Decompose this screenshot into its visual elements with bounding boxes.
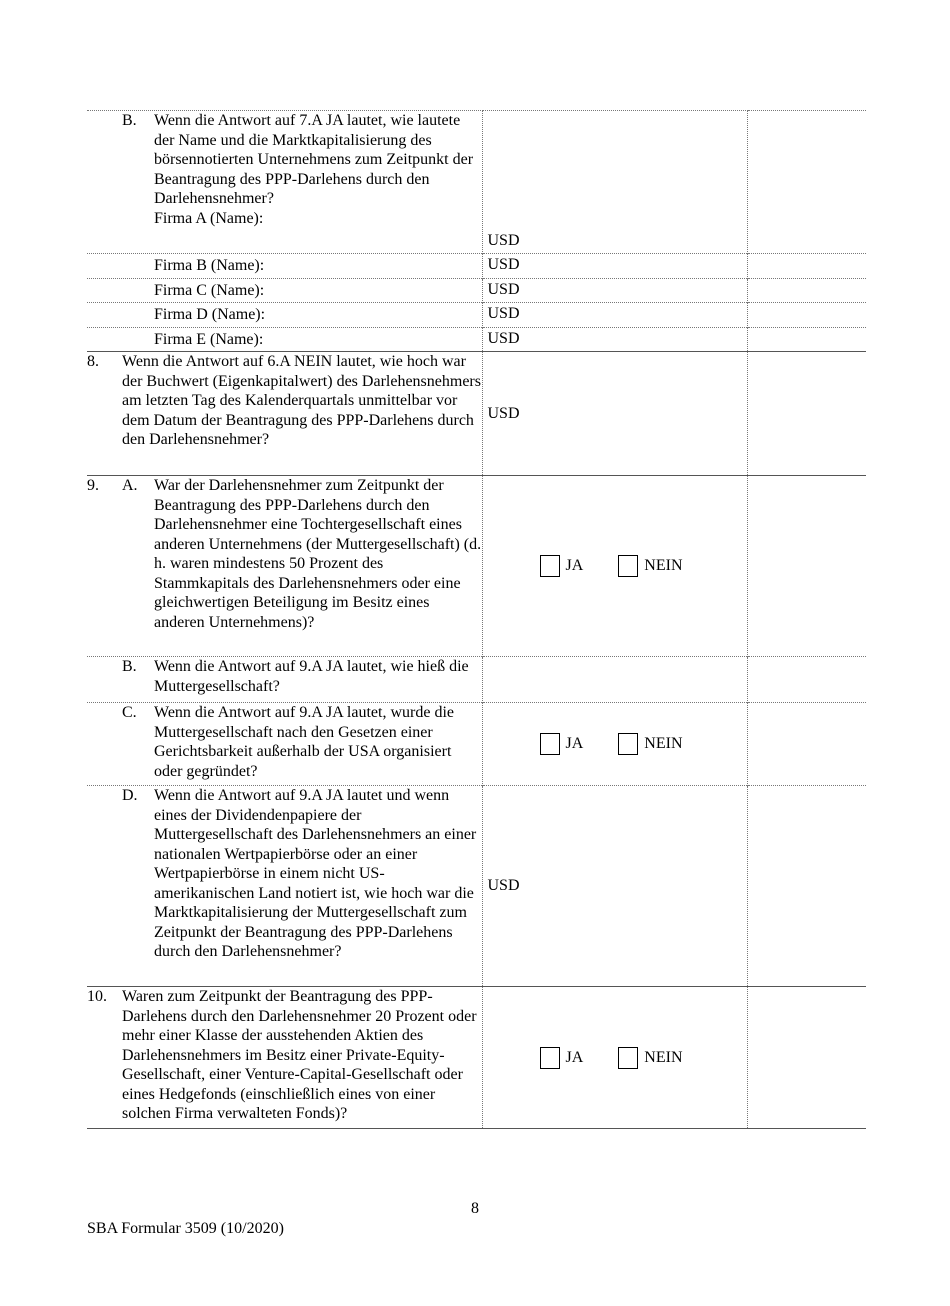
answer-cell-q10 bbox=[482, 987, 747, 1129]
q9c-no-checkbox[interactable] bbox=[618, 733, 638, 755]
table-row-firm-c bbox=[87, 278, 866, 303]
q9a-yes-option[interactable] bbox=[540, 555, 584, 577]
firm-b-currency: USD bbox=[487, 256, 520, 273]
table-row-q7b bbox=[87, 111, 866, 254]
q8-text: Wenn die Antwort auf 6.A NEIN lautet, wie hoch war der Buchwert (Eigenkapitalwert) des Darlehensnehmers am letzten Tag des Kalenderquartals unmittelbar vor dem Datum der Beantragung des PPP-Darlehens durch den Darlehensnehmer? bbox=[122, 353, 481, 448]
remarks-cell[interactable] bbox=[747, 352, 866, 476]
remarks-cell[interactable] bbox=[747, 703, 866, 786]
table-row-q9c bbox=[87, 703, 866, 786]
remarks-cell[interactable] bbox=[747, 786, 866, 987]
firm-b-label: Firma B (Name): bbox=[154, 257, 265, 274]
answer-cell-q8[interactable] bbox=[482, 352, 747, 476]
q7b-letter: B. bbox=[122, 112, 137, 129]
q9d-letter: D. bbox=[122, 787, 138, 804]
page-number: 8 bbox=[471, 1200, 479, 1217]
remarks-cell[interactable] bbox=[747, 657, 866, 703]
q9c-no-option[interactable] bbox=[618, 733, 682, 755]
remarks-cell[interactable] bbox=[747, 303, 866, 328]
remarks-cell[interactable] bbox=[747, 327, 866, 352]
table-row-q9d bbox=[87, 786, 866, 987]
q10-no-label: NEIN bbox=[644, 1048, 683, 1066]
q7b-text: Wenn die Antwort auf 7.A JA lautet, wie lautete der Name und die Marktkapitalisierung des börsennotierten Unternehmens zum Zeitpunkt der Beantragung des PPP-Darlehens durch den Darlehensnehmer? bbox=[154, 112, 474, 207]
q8-number: 8. bbox=[87, 353, 99, 370]
firm-c-label: Firma C (Name): bbox=[154, 281, 265, 299]
answer-cell-firm-d[interactable] bbox=[482, 303, 747, 328]
q9a-no-option[interactable] bbox=[618, 555, 682, 577]
q10-no-checkbox[interactable] bbox=[618, 1047, 638, 1069]
q8-currency: USD bbox=[487, 404, 520, 422]
answer-cell-firm-e[interactable] bbox=[482, 327, 747, 352]
q9a-yes-checkbox[interactable] bbox=[540, 555, 560, 577]
q9c-yes-label: JA bbox=[565, 735, 584, 752]
remarks-cell[interactable] bbox=[747, 254, 866, 279]
remarks-cell[interactable] bbox=[747, 476, 866, 657]
q10-yes-label: JA bbox=[565, 1048, 584, 1066]
q9a-text: War der Darlehensnehmer zum Zeitpunkt der Beantragung des PPP-Darlehens durch den Darlehensnehmer eine Tochtergesellschaft eines anderen Unternehmens (der Muttergesellschaft) (d. h. waren mindestens 50 Prozent des Stammkapitals des Darlehensnehmers oder eine gleichwertigen Beteiligung im Besitz eines anderen Unternehmens)? bbox=[154, 477, 482, 631]
q10-no-option[interactable] bbox=[618, 1047, 682, 1069]
q9c-no-label: NEIN bbox=[644, 735, 683, 752]
q9b-text: Wenn die Antwort auf 9.A JA lautet, wie hieß die Muttergesellschaft? bbox=[154, 658, 469, 695]
q9a-no-checkbox[interactable] bbox=[618, 555, 638, 577]
answer-cell-firm-a[interactable] bbox=[482, 111, 747, 254]
table-row-firm-d bbox=[87, 303, 866, 328]
table-row-q9a bbox=[87, 476, 866, 657]
firm-c-currency: USD bbox=[487, 280, 520, 298]
remarks-cell[interactable] bbox=[747, 987, 866, 1129]
q9-number: 9. bbox=[87, 477, 99, 494]
firm-d-currency: USD bbox=[487, 305, 520, 322]
question-7b-cell bbox=[87, 111, 482, 254]
answer-cell-q9a bbox=[482, 476, 747, 657]
table-row-q8 bbox=[87, 352, 866, 476]
answer-cell-q9c bbox=[482, 703, 747, 786]
table-row-firm-e bbox=[87, 327, 866, 352]
firm-e-currency: USD bbox=[487, 329, 520, 347]
table-row-firm-b bbox=[87, 254, 866, 279]
remarks-cell[interactable] bbox=[747, 278, 866, 303]
q9c-text: Wenn die Antwort auf 9.A JA lautet, wurde die Muttergesellschaft nach den Gesetzen einer Gerichtsbarkeit außerhalb der USA organisiert oder gegründet? bbox=[154, 704, 454, 780]
table-row-q10 bbox=[87, 987, 866, 1129]
q9d-text: Wenn die Antwort auf 9.A JA lautet und wenn eines der Dividendenpapiere der Muttergesellschaft des Darlehensnehmers an einer nationalen Wertpapierbörse oder an einer Wertpapierbörse in einem nicht US-amerikanischen Land notiert ist, wie hoch war die Marktkapitalisierung der Muttergesellschaft zum Zeitpunkt der Beantragung des PPP-Darlehens durch den Darlehensnehmer? bbox=[154, 787, 477, 960]
answer-cell-firm-b[interactable] bbox=[482, 254, 747, 279]
q9a-no-label: NEIN bbox=[644, 557, 683, 574]
q10-yes-checkbox[interactable] bbox=[540, 1047, 560, 1069]
q9a-letter: A. bbox=[122, 477, 138, 494]
questionnaire-table bbox=[87, 110, 866, 1129]
firm-a-label: Firma A (Name): bbox=[154, 209, 264, 227]
q10-yes-option[interactable] bbox=[540, 1047, 584, 1069]
answer-cell-q9b[interactable] bbox=[482, 657, 747, 703]
q9c-letter: C. bbox=[122, 704, 137, 721]
remarks-cell[interactable] bbox=[747, 111, 866, 254]
answer-cell-q9d[interactable] bbox=[482, 786, 747, 987]
form-page bbox=[87, 110, 866, 1129]
q9a-yes-label: JA bbox=[565, 557, 584, 574]
firm-a-currency: USD bbox=[487, 232, 520, 249]
q9c-yes-option[interactable] bbox=[540, 733, 584, 755]
q9b-letter: B. bbox=[122, 658, 137, 675]
form-footer: SBA Formular 3509 (10/2020) bbox=[87, 1220, 284, 1237]
firm-d-label: Firma D (Name): bbox=[154, 306, 266, 323]
q9d-currency: USD bbox=[487, 877, 520, 894]
q10-number: 10. bbox=[87, 988, 107, 1005]
answer-cell-firm-c[interactable] bbox=[482, 278, 747, 303]
q10-text: Waren zum Zeitpunkt der Beantragung des PPP-Darlehens durch den Darlehensnehmer 20 Prozent oder mehr einer Klasse der ausstehenden Aktien des Darlehensnehmers im Besitz einer Private-Equity-Gesellschaft, einer Venture-Capital-Gesellschaft oder eines Hedgefonds (einschließlich eines von einer solchen Firma verwalteten Fonds)? bbox=[122, 988, 477, 1122]
firm-e-label: Firma E (Name): bbox=[154, 330, 264, 348]
table-row-q9b bbox=[87, 657, 866, 703]
q9c-yes-checkbox[interactable] bbox=[540, 733, 560, 755]
